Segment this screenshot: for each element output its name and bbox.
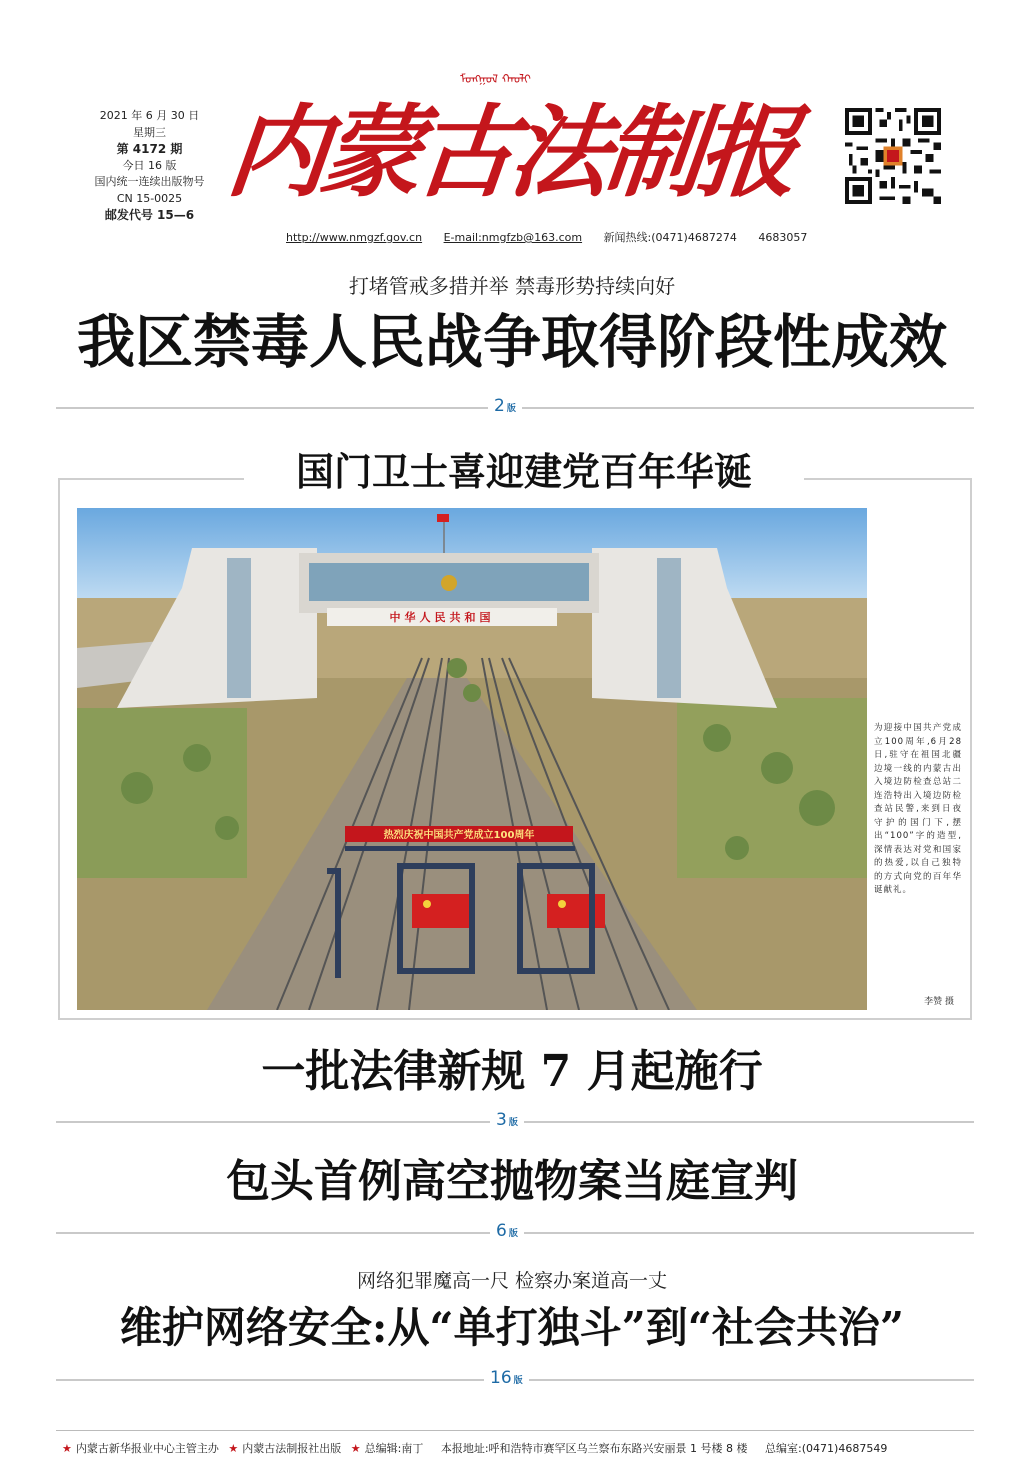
star-icon: ★	[350, 1442, 361, 1455]
qr-code-icon	[845, 108, 941, 204]
story-3-headline[interactable]: 包头首例高空抛物案当庭宣判	[226, 1156, 798, 1207]
page-count: 今日 16 版	[122, 158, 177, 172]
footer-publisher: 内蒙古法制报社出版	[242, 1442, 342, 1455]
contact-line	[286, 229, 806, 245]
story-1-page-ref[interactable]	[488, 396, 522, 416]
footer-office: 总编室:(0471)4687549	[765, 1442, 888, 1455]
news-hotline: 新闻热线:(0471)4687274	[603, 231, 737, 244]
footer-address: 本报地址:呼和浩特市赛罕区乌兰察布东路兴安丽景 1 号楼 8 楼	[440, 1442, 748, 1455]
news-hotline-2: 4683057	[758, 231, 808, 244]
story-1-headline[interactable]: 我区禁毒人民战争取得阶段性成效	[76, 308, 947, 376]
footer-divider	[56, 1430, 974, 1431]
story-4-headline[interactable]: 维护网络安全:从“单打独斗”到“社会共治”	[119, 1303, 905, 1352]
website-link[interactable]: http://www.nmgzf.gov.cn	[286, 231, 423, 244]
page-suffix: 版	[513, 1376, 523, 1386]
story-2-headline[interactable]: 一批法律新规 7 月起施行	[261, 1046, 763, 1097]
email-link[interactable]: E-mail:nmgfzb@163.com	[443, 231, 583, 244]
cn-number: CN 15-0025	[116, 191, 183, 205]
footer-sponsor: 内蒙古新华报业中心主管主办	[75, 1442, 219, 1455]
postal-code: 邮发代号 15—6	[104, 208, 195, 222]
photo-banner: 热烈庆祝中国共产党成立100周年	[383, 830, 535, 841]
page-number: 3	[496, 1110, 507, 1130]
page-number: 2	[494, 396, 505, 416]
star-icon: ★	[62, 1442, 72, 1455]
border-gate-photo	[77, 508, 867, 1010]
gate-sign: 中华人民共和国	[389, 611, 495, 624]
story-2-page-ref[interactable]	[490, 1110, 524, 1130]
feature-headline[interactable]: 国门卫士喜迎建党百年华诞	[244, 448, 804, 496]
page-number: 16	[490, 1368, 512, 1388]
page-suffix: 版	[508, 1118, 518, 1128]
story-1-kicker: 打堵管戒多措并举 禁毒形势持续向好	[348, 274, 676, 298]
issue-number: 第 4172 期	[116, 142, 183, 156]
newspaper-logo: 内蒙古法制报	[221, 93, 799, 211]
domestic-serial-label: 国内统一连续出版物号	[94, 175, 205, 188]
page-number: 6	[496, 1221, 507, 1241]
issue-date: 2021 年 6 月 30 日	[99, 109, 200, 122]
story-4-kicker: 网络犯罪魔高一尺 检察办案道高一丈	[356, 1270, 668, 1292]
photo-credit: 李赞 摄	[924, 997, 954, 1007]
photo-caption: 为迎接中国共产党成立100周年,6月28日,驻守在祖国北疆边境一线的内蒙古出入境边防检查总站二连浩特出入境边防检查站民警,来到日夜守护的国门下,摆出“100”字的造型,深情表达对党和国家的热爱,以自己独特的方式向党的百年华诞献礼。	[874, 723, 962, 895]
star-icon: ★	[228, 1442, 239, 1455]
story-4-page-ref[interactable]	[484, 1368, 529, 1388]
issue-weekday: 星期三	[133, 125, 166, 139]
page-suffix: 版	[508, 1229, 518, 1239]
footer	[56, 1440, 976, 1456]
page-suffix: 版	[506, 404, 516, 414]
story-3-page-ref[interactable]	[490, 1221, 524, 1241]
footer-editor: 总编辑:南丁	[364, 1442, 424, 1455]
mongolian-script-title: ᠮᠣᠩᠭᠣᠯ ᠬᠠᠤᠯᠢ	[460, 72, 531, 86]
issue-info	[82, 108, 217, 224]
